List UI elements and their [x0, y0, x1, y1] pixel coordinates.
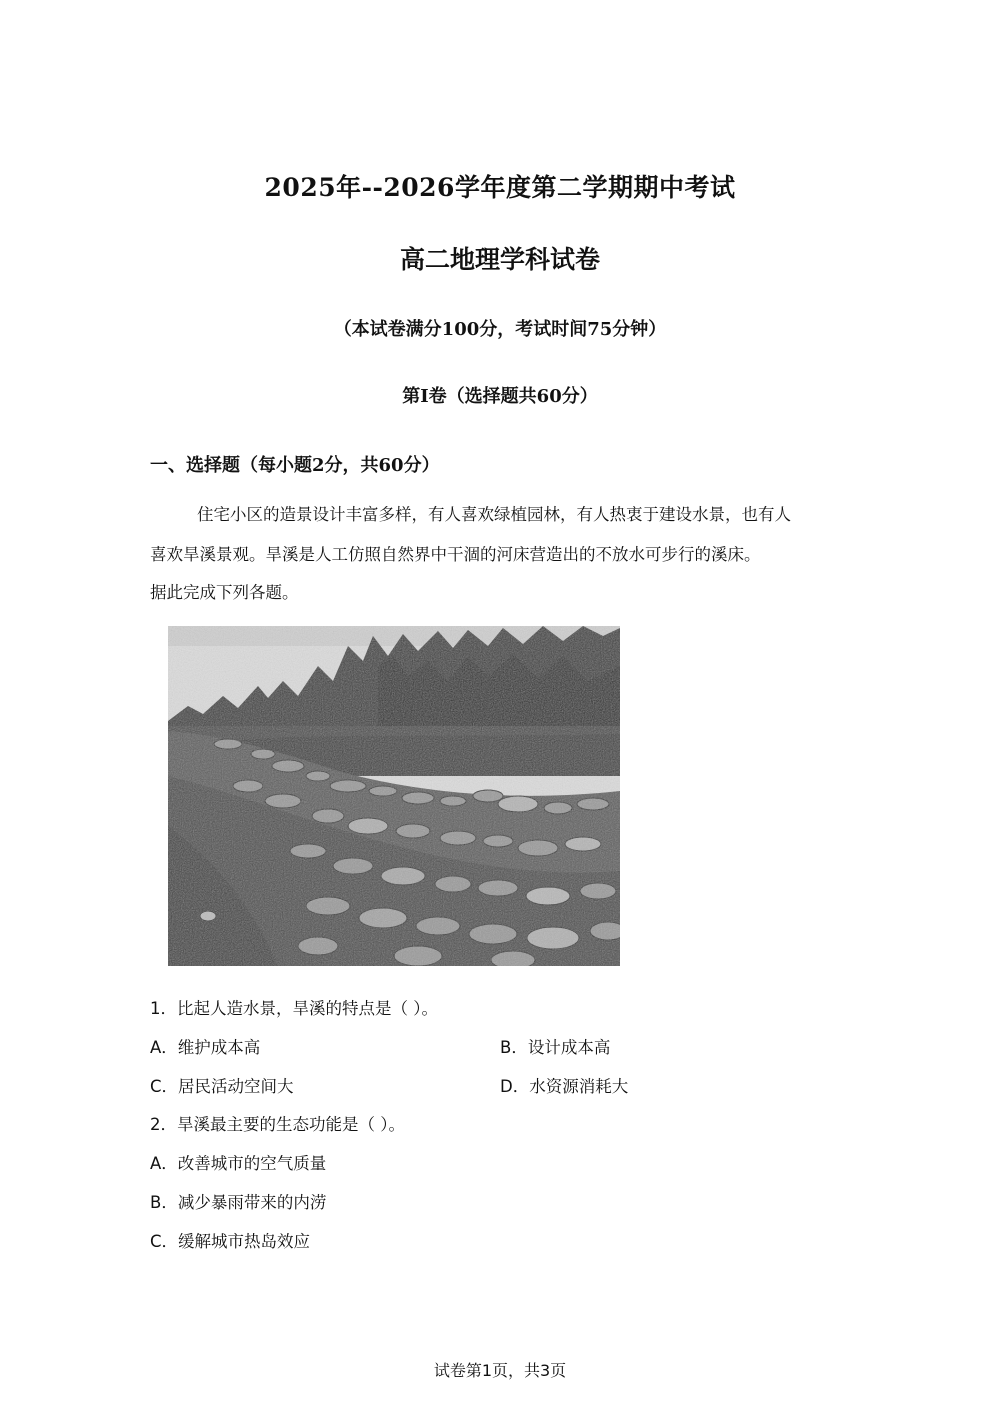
dry-creek-photo: [168, 626, 620, 966]
volume-heading: 第I卷（选择题共60分）: [402, 386, 598, 407]
exam-title: 2025年--2026学年度第二学期期中考试: [264, 173, 736, 202]
question-1-option-a: A．维护成本高: [150, 1038, 261, 1057]
exam-subtitle: 高二地理学科试卷: [399, 245, 600, 274]
passage-line-3: 据此完成下列各题。: [150, 583, 299, 602]
question-2-stem: 2．旱溪最主要的生态功能是（ ）。: [150, 1115, 405, 1134]
passage-line-2: 喜欢旱溪景观。旱溪是人工仿照自然界中干涸的河床营造出的不放水可步行的溪床。: [150, 545, 761, 564]
question-1-stem: 1．比起人造水景，旱溪的特点是（ ）。: [150, 999, 438, 1018]
question-2-option-a: A．改善城市的空气质量: [150, 1154, 327, 1173]
exam-note: （本试卷满分100分，考试时间75分钟）: [333, 319, 667, 340]
question-1-option-c: C．居民活动空间大: [150, 1077, 294, 1096]
question-2-option-b: B．减少暴雨带来的内涝: [150, 1193, 327, 1212]
question-1-option-d: D．水资源消耗大: [500, 1077, 629, 1096]
section-heading: 一、选择题（每小题2分，共60分）: [150, 455, 440, 476]
question-2-option-c: C．缓解城市热岛效应: [150, 1232, 311, 1251]
dry-creek-photo-image: [168, 626, 620, 966]
passage-line-1: 住宅小区的造景设计丰富多样，有人喜欢绿植园林，有人热衷于建设水景，也有人: [197, 505, 791, 524]
question-1-option-b: B．设计成本高: [500, 1038, 611, 1057]
page-footer: 试卷第1页，共3页: [433, 1361, 567, 1380]
